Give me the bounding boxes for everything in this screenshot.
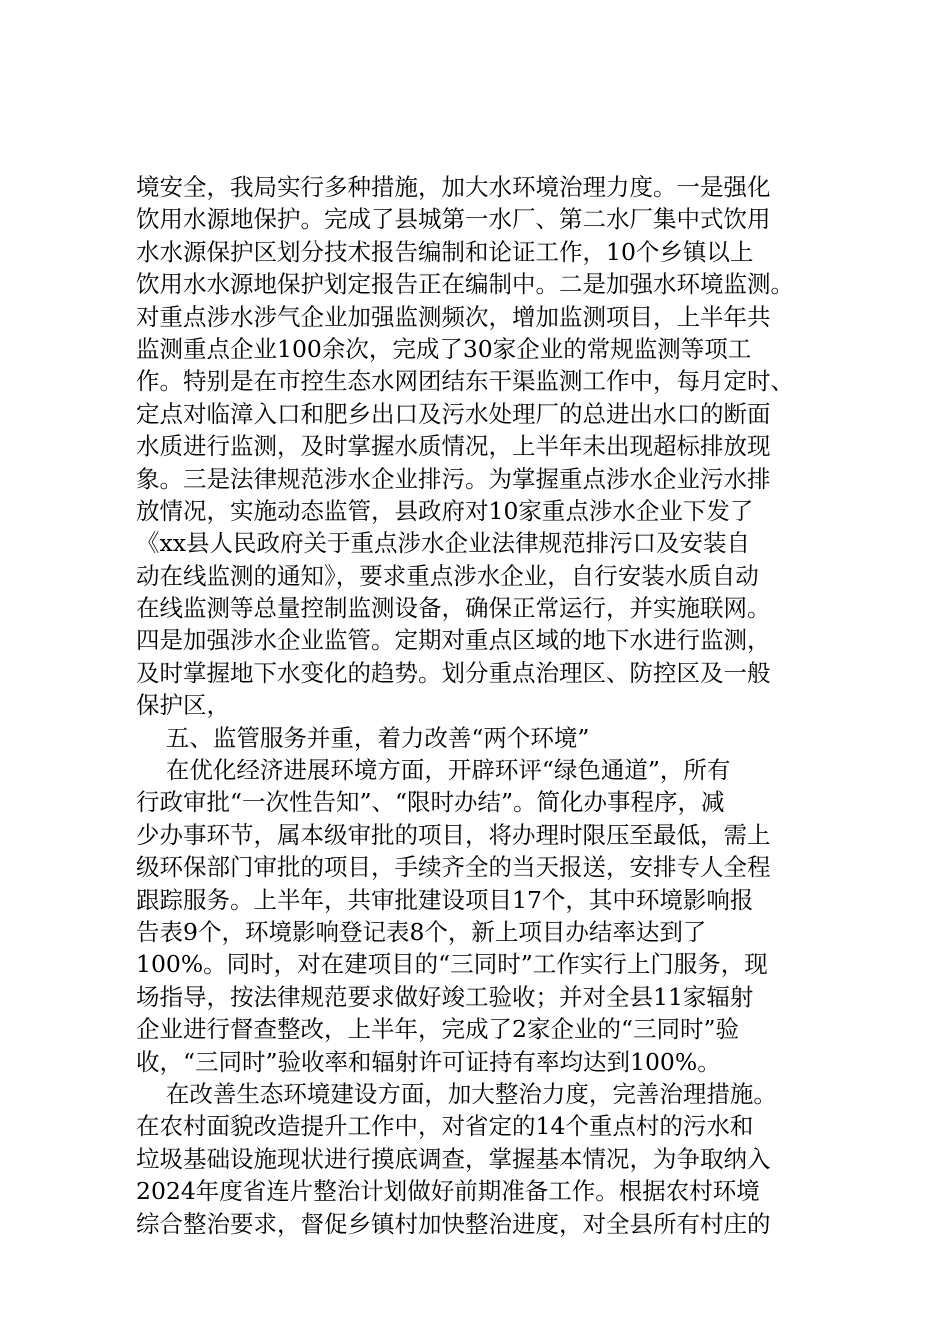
- text-line: 《xx县人民政府关于重点涉水企业法律规范排污口及安装自: [136, 529, 751, 558]
- text-line: 在优化经济进展环境方面，开辟环评“绿色通道”，所有: [136, 756, 731, 785]
- text-line: 饮用水源地保护。完成了县城第一水厂、第二水厂集中式饮用: [136, 205, 771, 234]
- text-line: 场指导，按法律规范要求做好竣工验收；并对全县11家辐射: [136, 982, 754, 1011]
- text-line: 定点对临漳入口和肥乡出口及污水处理厂的总进出水口的断面: [136, 399, 771, 428]
- text-line: 100%。同时，对在建项目的“三同时”工作实行上门服务，现: [136, 950, 768, 979]
- body-text: [136, 171, 856, 1240]
- text-line: 监测重点企业100余次，完成了30家企业的常规监测等项工: [136, 334, 752, 363]
- text-line: 作。特别是在市控生态水网团结东干渠监测工作中，每月定时、: [136, 367, 794, 396]
- text-line: 饮用水水源地保护划定报告正在编制中。二是加强水环境监测。: [136, 270, 794, 299]
- text-line: 跟踪服务。上半年，共审批建设项目17个，其中环境影响报: [136, 885, 754, 914]
- text-line: 水水源保护区划分技术报告编制和论证工作，10个乡镇以上: [136, 237, 754, 266]
- text-line: 少办事环节，属本级审批的项目，将办理时限压至最低，需上: [136, 820, 771, 849]
- text-line: 综合整治要求，督促乡镇村加快整治进度，对全县所有村庄的: [136, 1209, 771, 1238]
- text-line: 企业进行督查整改，上半年，完成了2家企业的“三同时”验: [136, 1015, 739, 1044]
- text-line: 垃圾基础设施现状进行摸底调查，掌握基本情况，为争取纳入: [136, 1144, 771, 1173]
- text-line: 在改善生态环境建设方面，加大整治力度，完善治理措施。: [136, 1079, 777, 1108]
- text-line: 告表9个，环境影响登记表8个，新上项目办结率达到了: [136, 917, 707, 946]
- text-line: 收，“三同时”验收率和辐射许可证持有率均达到100%。: [136, 1047, 721, 1076]
- text-line: 级环保部门审批的项目，手续齐全的当天报送，安排专人全程: [136, 853, 771, 882]
- text-line: 2024年度省连片整治计划做好前期准备工作。根据农村环境: [136, 1177, 760, 1206]
- text-line: 保护区，: [136, 691, 230, 720]
- text-line: 动在线监测的通知》，要求重点涉水企业，自行安装水质自动: [136, 561, 759, 590]
- text-line: 在线监测等总量控制监测设备，确保正常运行，并实施联网。: [136, 594, 771, 623]
- text-line: 对重点涉水涉气企业加强监测频次，增加监测项目，上半年共: [136, 302, 771, 331]
- text-line: 在农村面貌改造提升工作中，对省定的14个重点村的污水和: [136, 1112, 754, 1141]
- text-line: 四是加强涉水企业监管。定期对重点区域的地下水进行监测，: [136, 626, 771, 655]
- section-heading: 五、监管服务并重，着力改善“两个环境”: [136, 723, 590, 752]
- text-line: 水质进行监测，及时掌握水质情况，上半年未出现超标排放现: [136, 432, 771, 461]
- text-line: 及时掌握地下水变化的趋势。划分重点治理区、防控区及一般: [136, 658, 771, 687]
- text-line: 行政审批“一次性告知”、“限时办结”。简化办事程序，减: [136, 788, 725, 817]
- text-line: 象。三是法律规范涉水企业排污。为掌握重点涉水企业污水排: [136, 464, 771, 493]
- text-line: 境安全，我局实行多种措施，加大水环境治理力度。一是强化: [136, 173, 771, 201]
- text-line: 放情况，实施动态监管，县政府对10家重点涉水企业下发了: [136, 496, 754, 525]
